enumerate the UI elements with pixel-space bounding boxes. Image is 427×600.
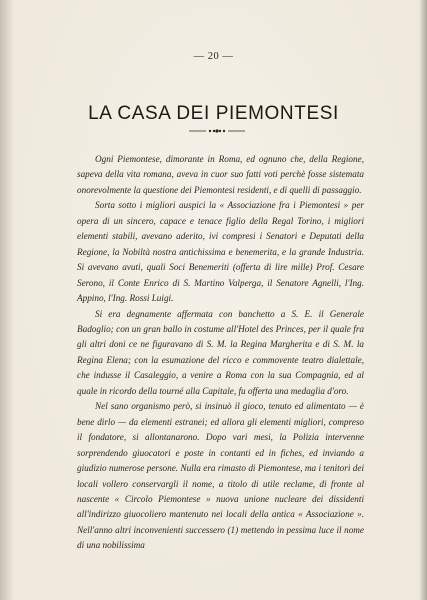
page-number: — 20 — — [193, 51, 234, 62]
paragraph: Si era degnamente affermata con banchetto a S. E. il Generale Badoglio; con un gran ballo in costume all'Hotel des Princes, per il quale fra gli altri doni ce ne figuravano di S. M. la Regina Margherita e di S. M. la Regina Elena; con la esumazione del ricco e commovente teatro dialettale, che indusse il Casaleggio, a venire a Roma con la sua Compagnia, ed al quale in ricordo della tourné alla Capitale, fu offerta una medaglia d'oro. — [77, 308, 364, 396]
chapter-title: LA CASA DEI PIEMONTESI — [88, 103, 339, 124]
page-edge-shadow — [419, 0, 427, 600]
paragraph: Sorta sotto i migliori auspici la « Associazione fra i Piemontesi » per opera di un sincero, capace e tenace figlio della Regal Torino, i migliori elementi stabili, avevano aderito, ivi compresi i Senatori e Deputati della Regione, la Nobiltà nostra antichissima e benemerita, e la grande Industria. Si avevano avuti, quali Soci Benemeriti (offerta di lire mille) Prof. Cesare Serono, il Conte Enrico di S. Martino Valperga, il Senatore Agnelli, l'Ing. Appino, l'Ing. Rossi Luigi. — [77, 200, 364, 304]
article-body — [77, 152, 364, 554]
paragraph: Nel sano organismo però, si insinuò il gioco, tenuto ed alimentato — è bene dirlo — da elementi estranei; ed allora gli elementi migliori, compreso il fondatore, si allontanarono. Dopo vari mesi, la Polizia intervenne sorprendendo giuocatori e poste in contanti ed in fiches, ed inviando a giudizio numerose persone. Nulla era rimasto di Piemontese, ma i tenitori dei locali vollero conservargli il nome, a titolo di utile reclame, di fronte al nascente « Circolo Piemontese » nuova unione nucleare dei dissidenti all'indirizzo giuocoliero mantenuto nei locali della antica « Associazione ». Nell'anno altri inconvenienti successero (1) mettendo in pessima luce il nome di una nobilissima — [77, 401, 364, 551]
dotted-ornament-icon — [189, 128, 245, 134]
paragraph: Ogni Piemontese, dimorante in Roma, ed ognuno che, della Regione, sapeva della vita romana, aveva in cuor suo fatti voti perchè fosse sistemata onorevolmente la questione dei Piemontesi residenti, e di quelli di passaggio. — [77, 154, 364, 195]
